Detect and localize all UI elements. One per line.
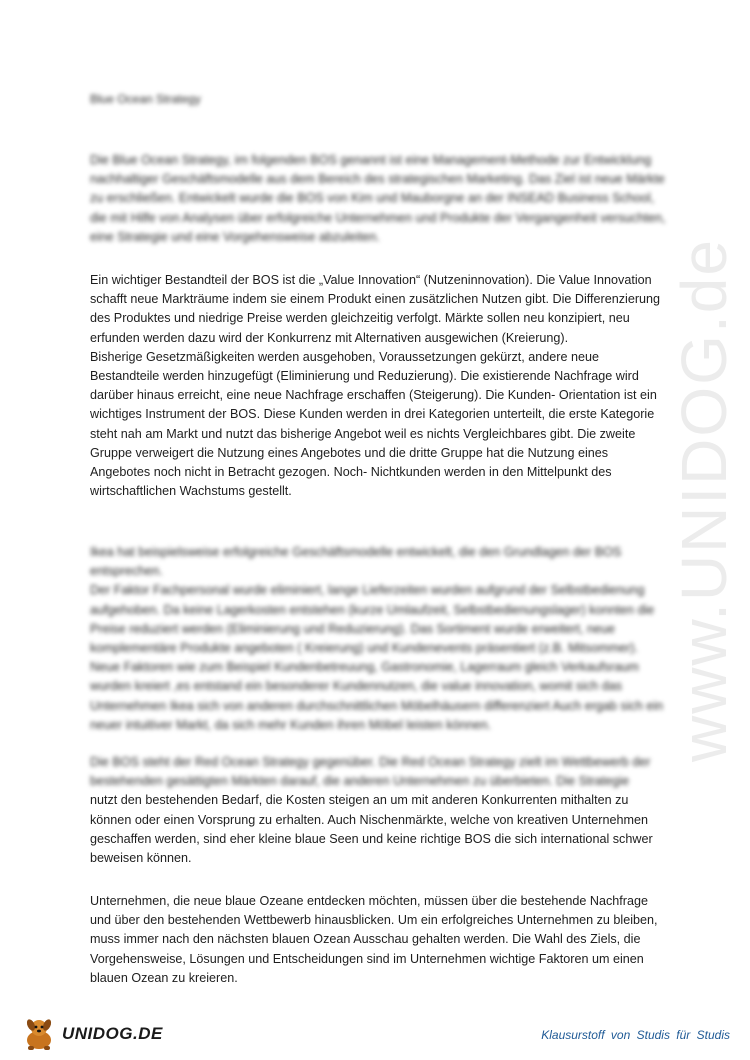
paragraph-text: Bisherige Gesetzmäßigkeiten werden ausgehoben, Voraussetzungen gekürzt, andere neue Bestandteile werden hinzugefügt (Eliminierung und Reduzierung). Die existierende Nachfrage wird darüber hinaus erreicht, eine neue Nachfrage erschaffen (Steigerung). Die Kunden- Orientation ist ein wichtiges Instrument der BOS. Diese Kunden werden in drei Kategorien unterteilt, die erste Kategorie steht nah am Markt und nutzt das bisherige Angebot weil es nichts Vergleichbares gibt. Die zweite Gruppe verweigert die Nutzung eines Angebotes und die dritte Gruppe hat die Nutzung eines Angebotes noch nicht in Betracht gezogen. Noch- Nichtkunden werden in den Mittelpunkt des wirtschaftlichen Wachstums gestellt.	[90, 349, 657, 499]
document-title: Blue Ocean Strategy	[90, 92, 201, 106]
paragraph-text: Ikea hat beispielsweise erfolgreiche Geschäftsmodelle entwickelt, die den Grundlagen der BOS entsprechen.	[90, 545, 622, 579]
paragraph-red-ocean	[90, 753, 670, 868]
paragraph-introduction	[90, 151, 670, 247]
footer	[0, 1010, 750, 1060]
paragraph-text: nutzt den bestehenden Bedarf, die Kosten steigen an um mit anderen Konkurrenten mithalten zu können oder einen Vorsprung zu erhalten. Auch Nischenmärkte, welche von kreativen Unternehmen geschaffen werden, sind eher kleine blaue Seen und keine richtige BOS die sich international schwer beweisen können.	[90, 793, 653, 866]
watermark: www.UNIDOG.de	[668, 238, 740, 762]
paragraph-conclusion	[90, 892, 670, 988]
dog-icon	[20, 1016, 58, 1052]
paragraph-text-blurred: Die BOS steht der Red Ocean Strategy gegenüber. Die Red Ocean Strategy zielt im Wettbewerb der bestehenden gesättigten Märkten darauf, die anderen Unternehmen zu überbieten. Die Strategie	[90, 755, 651, 789]
paragraph-value-innovation	[90, 271, 670, 501]
unidog-logo[interactable]	[20, 1016, 163, 1052]
paragraph-text: Die Blue Ocean Strategy, im folgenden BOS genannt ist eine Management-Methode zur Entwicklung nachhaltiger Geschäftsmodelle aus dem Bereich des strategischen Marketing. Das Ziel ist neue Märkte zu erschließen. Entwickelt wurde die BOS von Kim und Mauborgne an der INSEAD Business School, die mit Hilfe von Analysen über erfolgreiche Unternehmen und Produkte der Vergangenheit versuchten, eine Strategie und eine Vorgehensweise abzuleiten.	[90, 153, 666, 244]
paragraph-text: Der Faktor Fachpersonal wurde eliminiert, lange Lieferzeiten wurden aufgrund der Selbstbedienung aufgehoben. Da keine Lagerkosten entstehen (kurze Umlaufzeit, Selbstbedienungslager) konnten die Preise reduziert werden (Eliminierung und Reduzierung). Das Sortiment wurde erweitert, neue komplementäre Produkte angeboten ( Kreierung) und Kundenevents präsentiert (z.B. Mitsommer). Neue Faktoren wie zum Beispiel Kundenbetreuung, Gastronomie, Lagerraum gleich Verkaufsraum wurden kreiert ,es entstand ein besonderer Kundennutzen, die value innovation, womit sich das Unternehmen Ikea sich von anderen durchschnittlichen Möbelhäusern differenziert Auch ergab sich ein neuer intuitiver Markt, da sich mehr Kunden ihren Möbel leisten können.	[90, 583, 664, 732]
paragraph-ikea-example	[90, 543, 670, 735]
footer-tagline: Klausurstoff von Studis für Studis	[541, 1028, 730, 1042]
logo-text: UNIDOG.DE	[62, 1024, 163, 1043]
paragraph-text: Ein wichtiger Bestandteil der BOS ist die „Value Innovation“ (Nutzeninnovation). Die Value Innovation schafft neue Markträume indem sie einem Produkt einen zusätzlichen Nutzen gibt. Die Differenzierung des Produktes und niedrige Preise werden gleichzeitig verfolgt. Märkte sollen neu konzipiert, neu erfunden werden dazu wird der Konkurrenz mit Alternativen ausgewichen (Kreierung).	[90, 273, 661, 345]
paragraph-text: Unternehmen, die neue blaue Ozeane entdecken möchten, müssen über die bestehende Nachfrage und über den bestehenden Wettbewerb hinausblicken. Um ein erfolgreiches Unternehmen zu bleiben, muss immer nach den nächsten blauen Ozean Ausschau gehalten werden. Die Wahl des Ziels, die Vorgehensweise, Lösungen und Entscheidungen sind im Unternehmen wichtige Faktoren um einen blauen Ozean zu kreieren.	[90, 894, 658, 985]
